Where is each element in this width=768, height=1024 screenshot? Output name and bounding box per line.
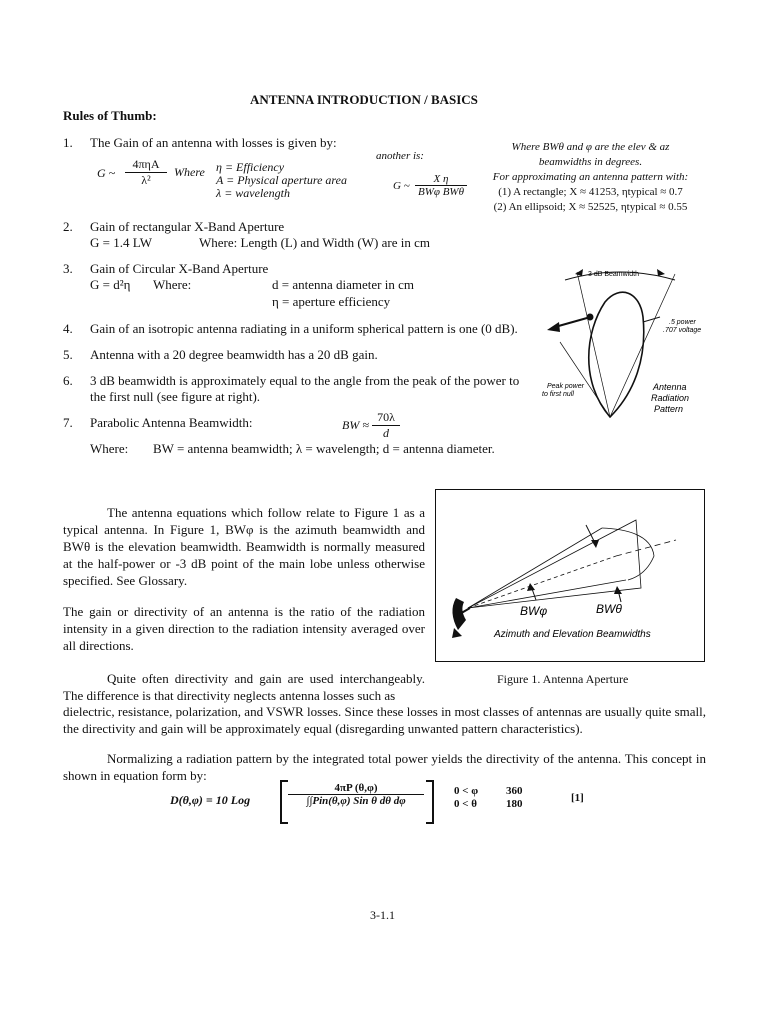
eq-bracket <box>280 780 434 824</box>
note-line-2: beamwidths in degrees. <box>538 156 643 168</box>
rule3-def-eta: η = aperture efficiency <box>272 294 391 309</box>
eq-numerator: 4πP (θ,φ) <box>334 782 378 794</box>
rule6-line1: 3 dB beamwidth is approximately equal to the angle from the peak of the power to <box>90 373 520 388</box>
rule4-text: Gain of an isotropic antenna radiating in a uniform spherical pattern is one (0 dB). <box>90 321 518 336</box>
paragraph-normalizing: Normalizing a radiation pattern by the integrated total power yields the directivity of the antenna. This concept in shown in equation form by: <box>63 751 706 783</box>
rule3-line1: Gain of Circular X-Band Aperture <box>90 261 269 276</box>
rule5-number: 5. <box>63 347 73 362</box>
paragraph-directivity-b: dielectric, resistance, polarization, and VSWR losses. Since these losses in most classes of antennas are usually quite small, the directivity and gain will be approximately equal (disregarding unwanted pattern characteristics). <box>63 704 706 736</box>
beam-cone-outline <box>468 520 641 608</box>
bw-lhs: BW ≈ <box>342 418 369 432</box>
rule5-text: Antenna with a 20 degree beamwidth has a 20 dB gain. <box>90 347 378 362</box>
def-wavelength: λ = wavelength <box>216 186 290 200</box>
dish-antenna-icon <box>452 598 470 638</box>
antenna-label: Antenna <box>653 382 687 392</box>
eq-cond-phi: 0 < φ <box>454 785 479 797</box>
rule2-line1: Gain of rectangular X-Band Aperture <box>90 219 285 234</box>
bw-theta-label: BWθ <box>596 602 622 616</box>
gain2-denominator: BWφ BWθ <box>415 185 467 198</box>
rule3-where: Where: <box>153 277 192 292</box>
figure1-caption: Figure 1. Antenna Aperture <box>497 672 629 686</box>
rule6-number: 6. <box>63 373 73 388</box>
eq-cond-theta-max: 180 <box>506 798 523 810</box>
beam-line-left <box>577 272 610 417</box>
arc-arrowhead-right <box>657 269 665 276</box>
beamwidth-label: 3 dB Beamwidth <box>588 271 639 278</box>
voltage-label: .707 voltage <box>663 327 702 334</box>
paragraph-gain-definition: The gain or directivity of an antenna is the ratio of the radiation intensity in a given direction to the radiation intensity averaged over all directions. <box>63 604 425 653</box>
rules-heading: Rules of Thumb: <box>63 108 157 123</box>
eq-tag: [1] <box>571 792 584 804</box>
eq-lhs: D(θ,φ) = 10 Log <box>170 793 251 807</box>
bw-fraction <box>372 410 400 441</box>
note-line-4: (1) A rectangle; X ≈ 41253, ηtypical ≈ 0.7 <box>498 186 683 198</box>
rule7-number: 7. <box>63 415 73 430</box>
rule7-text: Parabolic Antenna Beamwidth: <box>90 415 253 430</box>
rule7-where: Where: <box>90 441 129 456</box>
bw-numerator: 70λ <box>377 410 395 424</box>
rule6-line2: the first null (see figure at right). <box>90 389 261 404</box>
eq-denominator: ∫∫Pin(θ,φ) Sin θ dθ dφ <box>288 794 424 807</box>
gain-lhs: G ~ <box>97 166 116 180</box>
half-power-arrow-right <box>643 317 660 322</box>
gain-fraction <box>125 157 167 188</box>
gain2-lhs: G ~ <box>393 180 410 192</box>
page-title: ANTENNA INTRODUCTION / BASICS <box>250 92 478 107</box>
peak-power-label: Peak power <box>547 383 584 390</box>
eq-cond-phi-max: 360 <box>506 785 523 797</box>
figure1-inner-caption: Azimuth and Elevation Beamwidths <box>494 629 651 640</box>
rule2-where: Where: Length (L) and Width (W) are in cm <box>199 235 430 250</box>
eq-fraction <box>288 782 424 807</box>
arc-arrowhead-left <box>575 269 583 276</box>
radiation-label: Radiation <box>651 393 690 403</box>
az-arrowhead-top <box>591 540 599 548</box>
def-aperture: A = Physical aperture area <box>216 173 347 187</box>
note-line-1: Where BWθ and φ are the elev & az <box>511 141 670 153</box>
radiation-pattern-figure <box>535 262 715 422</box>
where-label: Where <box>174 165 205 179</box>
rule3-def-d: d = antenna diameter in cm <box>272 277 414 292</box>
rule2-formula: G = 1.4 LW <box>90 235 152 250</box>
bw-phi-label: BWφ <box>520 604 548 618</box>
rule2-number: 2. <box>63 219 73 234</box>
gain-numerator: 4πηA <box>132 157 160 171</box>
bw-denominator: d <box>372 425 400 441</box>
first-null-label: to first null <box>542 391 574 398</box>
note-line-5: (2) An ellipsoid; X ≈ 52525, ηtypical ≈ 0.55 <box>493 201 688 213</box>
rule4-number: 4. <box>63 321 73 336</box>
half-power-arrow-left <box>555 318 587 327</box>
rule1-number: 1. <box>63 135 73 150</box>
rule1-definitions <box>216 161 347 200</box>
gain2-numerator: X η <box>433 173 449 185</box>
gain2-fraction <box>415 173 467 198</box>
beam-end-curve <box>602 528 654 580</box>
approximation-note <box>488 140 693 215</box>
rule7-definitions: BW = antenna beamwidth; λ = wavelength; d = antenna diameter. <box>153 441 495 456</box>
boresight-extension <box>616 540 676 556</box>
half-power-arrowhead <box>547 322 560 332</box>
rule3-formula: G = d²η <box>90 277 131 292</box>
power-label: .5 power <box>669 319 696 326</box>
note-line-3: For approximating an antenna pattern with: <box>492 171 689 183</box>
pattern-label: Pattern <box>654 404 684 414</box>
paragraph-figure-intro: The antenna equations which follow relate to Figure 1 as a typical antenna. In Figure 1, BWφ is the azimuth beamwidth and BWθ is the elevation beamwidth. Beamwidth is normally measured at the half-power or -3 dB point of the main lobe unless otherwise specified. See Glossary. <box>63 505 425 588</box>
gain-denominator: λ² <box>125 172 167 188</box>
rule1-text: The Gain of an antenna with losses is given by: <box>90 135 337 150</box>
half-power-point <box>587 314 594 321</box>
figure1-diagram <box>436 490 703 660</box>
another-label: another is: <box>376 150 424 162</box>
def-efficiency: η = Efficiency <box>216 160 285 174</box>
rule3-number: 3. <box>63 261 73 276</box>
paragraph-directivity-a: Quite often directivity and gain are used interchangeably. The difference is that directivity neglects antenna losses such as <box>63 671 425 703</box>
page-number: 3-1.1 <box>370 908 395 922</box>
eq-cond-theta: 0 < θ <box>454 798 478 810</box>
radiation-lobe <box>589 292 644 417</box>
figure1-frame <box>435 489 705 662</box>
